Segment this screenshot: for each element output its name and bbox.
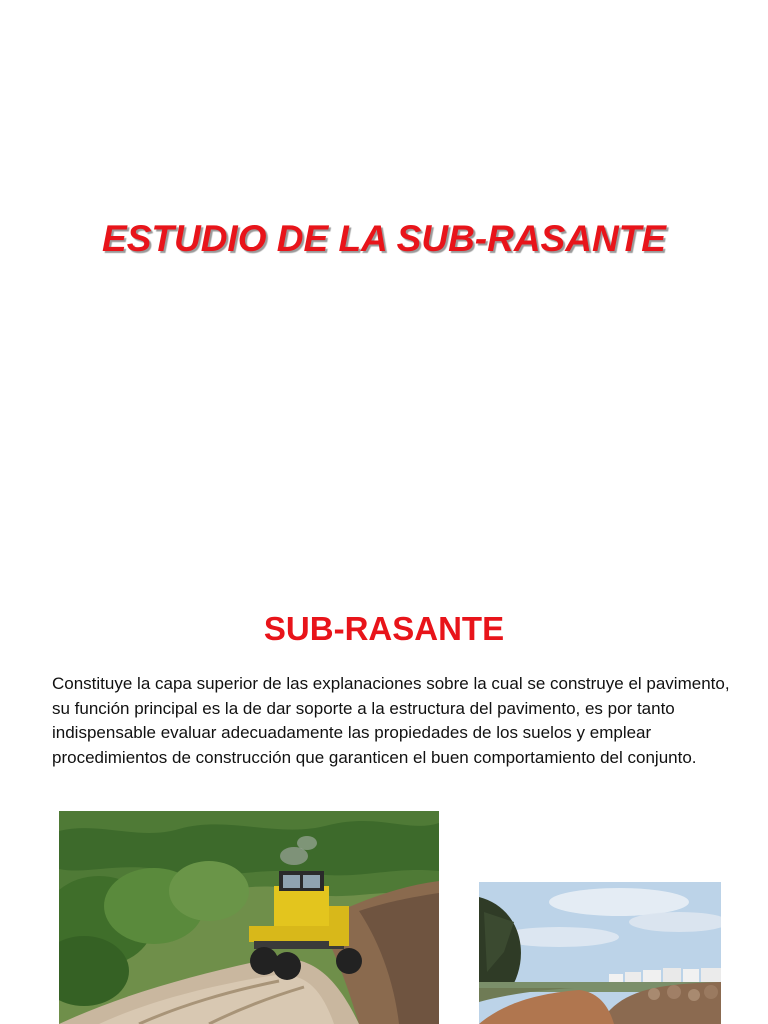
content-slide (0, 580, 768, 1024)
motor-grader-photo (59, 811, 439, 1024)
section-heading: SUB-RASANTE (263, 610, 505, 647)
subgrade-road-photo (479, 882, 721, 1024)
slide-title: ESTUDIO DE LA SUB-RASANTE (102, 218, 666, 259)
body-paragraph: Constituye la capa superior de las explanaciones sobre la cual se construye el pavimento, su función principal es la de dar soporte a la estructura del pavimento, es por tanto indispensable evaluar adecuadamente las propiedades de los suelos y emplear procedimientos de construcción que garanticen el buen comportamiento del conjunto. (52, 674, 730, 767)
